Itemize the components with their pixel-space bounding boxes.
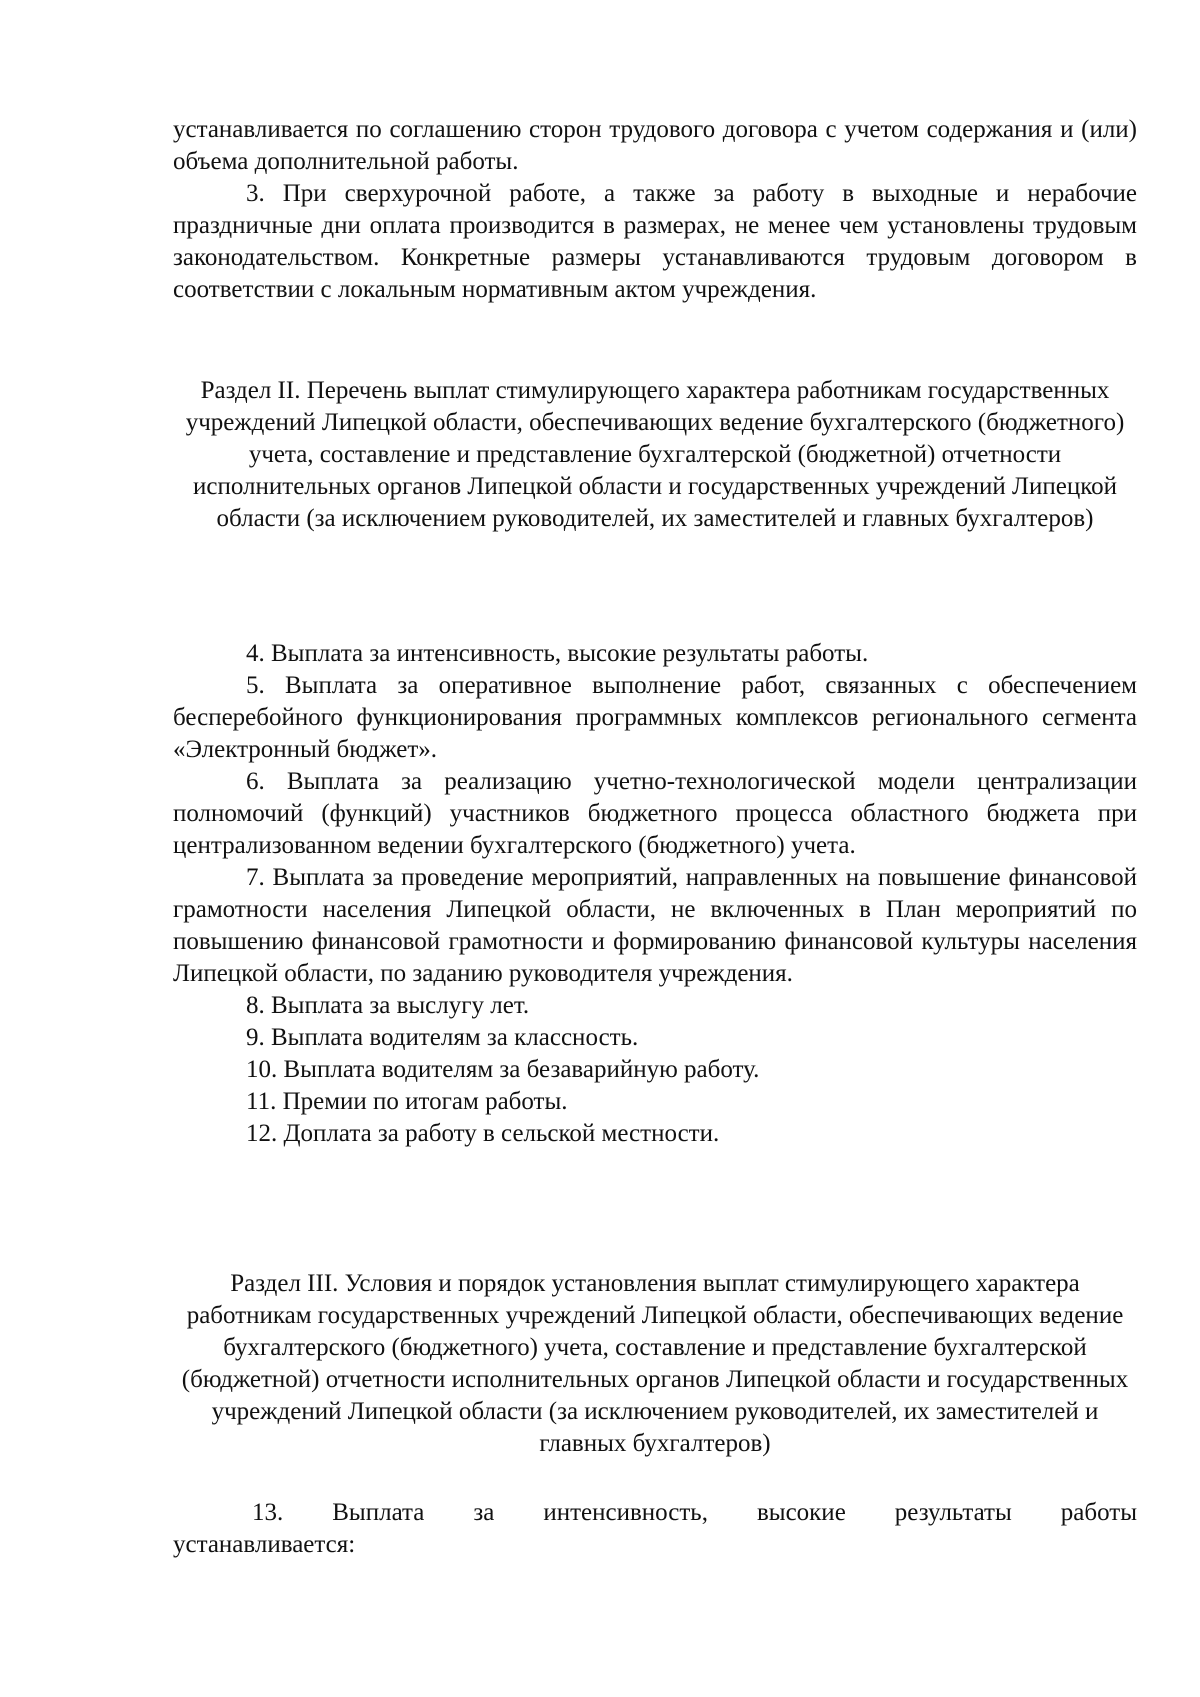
paragraph-item-3: 3. При сверхурочной работе, а также за работу в выходные и нерабочие праздничные дни оплата производится в размерах, не менее чем установлены трудовым законодательством. Конкретные размеры устанавливаются трудовым договором в соответствии с локальным нормативным актом учреждения. [173, 180, 1137, 303]
section-2-heading-block [180, 375, 1130, 535]
list-item-5: 5. Выплата за оперативное выполнение работ, связанных с обеспечением бесперебойного функционирования программных комплексов регионального сегмента «Электронный бюджет». [173, 672, 1137, 763]
list-item-6: 6. Выплата за реализацию учетно-технологической модели централизации полномочий (функций) участников бюджетного процесса областного бюджета при централизованном ведении бухгалтерского (бюджетного) учета. [173, 768, 1137, 859]
list-item-12: 12. Доплата за работу в сельской местности. [246, 1120, 720, 1147]
list-item-4: 4. Выплата за интенсивность, высокие результаты работы. [246, 640, 869, 667]
section-3-heading: Раздел III. Условия и порядок установления выплат стимулирующего характера работникам государственных учреждений Липецкой области, обеспечивающих ведение бухгалтерского (бюджетного) учета, составление и представление бухгалтерской (бюджетной) отчетности исполнительных органов Липецкой области и государственных учреждений Липецкой области (за исключением руководителей, их заместителей и главных бухгалтеров) [181, 1270, 1129, 1457]
list-item-7: 7. Выплата за проведение мероприятий, направленных на повышение финансовой грамотности населения Липецкой области, не включенных в План мероприятий по повышению финансовой грамотности и формированию финансовой культуры населения Липецкой области, по заданию руководителя учреждения. [173, 864, 1137, 987]
list-item-9: 9. Выплата водителям за классность. [246, 1024, 639, 1051]
item-13-first-line: 13. Выплата за интенсивность, высокие результаты работы [252, 1499, 1137, 1526]
list-item-8: 8. Выплата за выслугу лет. [246, 992, 530, 1019]
section-2-list [173, 638, 1137, 1150]
section-3-heading-block [180, 1268, 1130, 1460]
item-13-second-line: устанавливается: [173, 1531, 356, 1558]
top-paragraphs [173, 114, 1137, 306]
list-item-11: 11. Премии по итогам работы. [246, 1088, 568, 1115]
section-2-heading: Раздел II. Перечень выплат стимулирующего характера работникам государственных учреждений Липецкой области, обеспечивающих ведение бухгалтерского (бюджетного) учета, составление и представление бухгалтерской (бюджетной) отчетности исполнительных органов Липецкой области и государственных учреждений Липецкой области (за исключением руководителей, их заместителей и главных бухгалтеров) [185, 377, 1125, 532]
list-item-10: 10. Выплата водителям за безаварийную работу. [246, 1056, 760, 1083]
item-13-block [173, 1497, 1137, 1561]
paragraph-continuation: устанавливается по соглашению сторон трудового договора с учетом содержания и (или) объема дополнительной работы. [173, 116, 1137, 175]
